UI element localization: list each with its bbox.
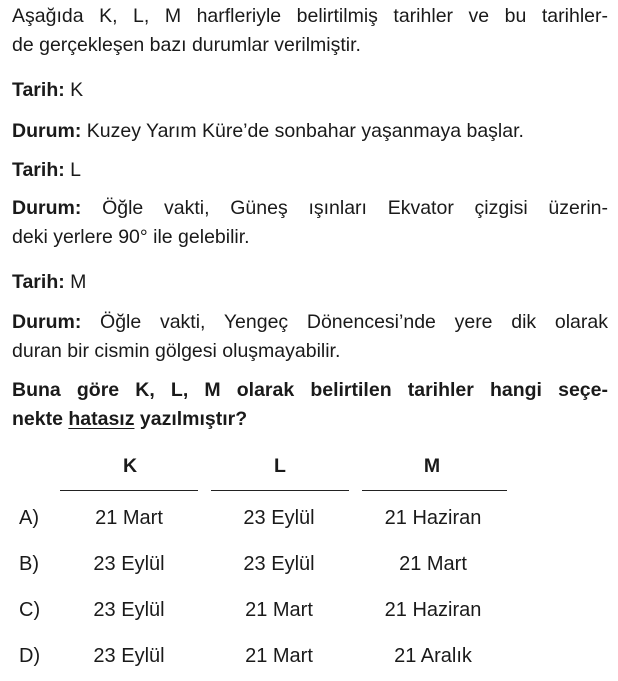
question-line-2-post: yazılmıştır? <box>134 408 248 430</box>
option-b-letter[interactable]: B) <box>19 553 39 575</box>
option-a-letter[interactable]: A) <box>19 507 39 529</box>
durum-text: Kuzey Yarım Küre’de sonbahar yaşanmaya başlar. <box>81 120 524 142</box>
durum-text-continued: deki yerlere 90° ile gelebilir. <box>12 226 250 248</box>
option-a-l: 23 Eylül <box>243 507 315 529</box>
question-stem <box>12 376 608 434</box>
durum-label: Durum: <box>12 120 82 142</box>
durum-label: Durum: <box>12 311 82 333</box>
column-header-l: L <box>274 455 286 477</box>
tarih-k-row <box>12 76 608 105</box>
option-c-m: 21 Haziran <box>384 599 482 621</box>
tarih-label: Tarih: <box>12 79 65 101</box>
option-a-m: 21 Haziran <box>384 507 482 529</box>
durum-text: Öğle vakti, Yengeç Dönencesi’nde yere dik olarak <box>81 311 608 333</box>
tarih-l-row <box>12 156 608 185</box>
option-d-k: 23 Eylül <box>93 645 165 667</box>
durum-k-row <box>12 117 608 146</box>
question-line-2-pre: nekte <box>12 408 69 430</box>
intro-paragraph <box>12 2 608 60</box>
durum-text: Öğle vakti, Güneş ışınları Ekvator çizgisi üzerin- <box>81 197 608 219</box>
tarih-label: Tarih: <box>12 159 65 181</box>
option-c-letter[interactable]: C) <box>19 599 41 621</box>
durum-m-row <box>12 308 608 366</box>
durum-label: Durum: <box>12 197 82 219</box>
tarih-value: L <box>64 159 81 181</box>
header-rule-k <box>60 490 198 491</box>
option-d-m: 21 Aralık <box>394 645 472 667</box>
header-rule-l <box>211 490 349 491</box>
option-c-k: 23 Eylül <box>93 599 165 621</box>
option-d-letter[interactable]: D) <box>19 645 41 667</box>
option-b-k: 23 Eylül <box>93 553 165 575</box>
option-a-k: 21 Mart <box>95 507 163 529</box>
column-header-k: K <box>122 455 138 477</box>
question-emphasis: hatasız <box>68 408 135 430</box>
tarih-value: M <box>64 271 87 293</box>
tarih-label: Tarih: <box>12 271 65 293</box>
column-header-m: M <box>423 455 441 477</box>
durum-text-continued: duran bir cismin gölgesi oluşmayabilir. <box>12 340 341 362</box>
option-c-l: 21 Mart <box>245 599 313 621</box>
option-d-l: 21 Mart <box>245 645 313 667</box>
intro-line-2: de gerçekleşen bazı durumlar verilmiştir. <box>12 34 361 56</box>
intro-line-1: Aşağıda K, L, M harfleriyle belirtilmiş tarihler ve bu tarihler- <box>12 5 608 27</box>
question-line-1: Buna göre K, L, M olarak belirtilen tarihler hangi seçe- <box>12 379 608 401</box>
tarih-value: K <box>64 79 84 101</box>
tarih-m-row <box>12 268 608 297</box>
option-b-l: 23 Eylül <box>243 553 315 575</box>
durum-l-row <box>12 194 608 252</box>
header-rule-m <box>362 490 507 491</box>
option-b-m: 21 Mart <box>399 553 467 575</box>
